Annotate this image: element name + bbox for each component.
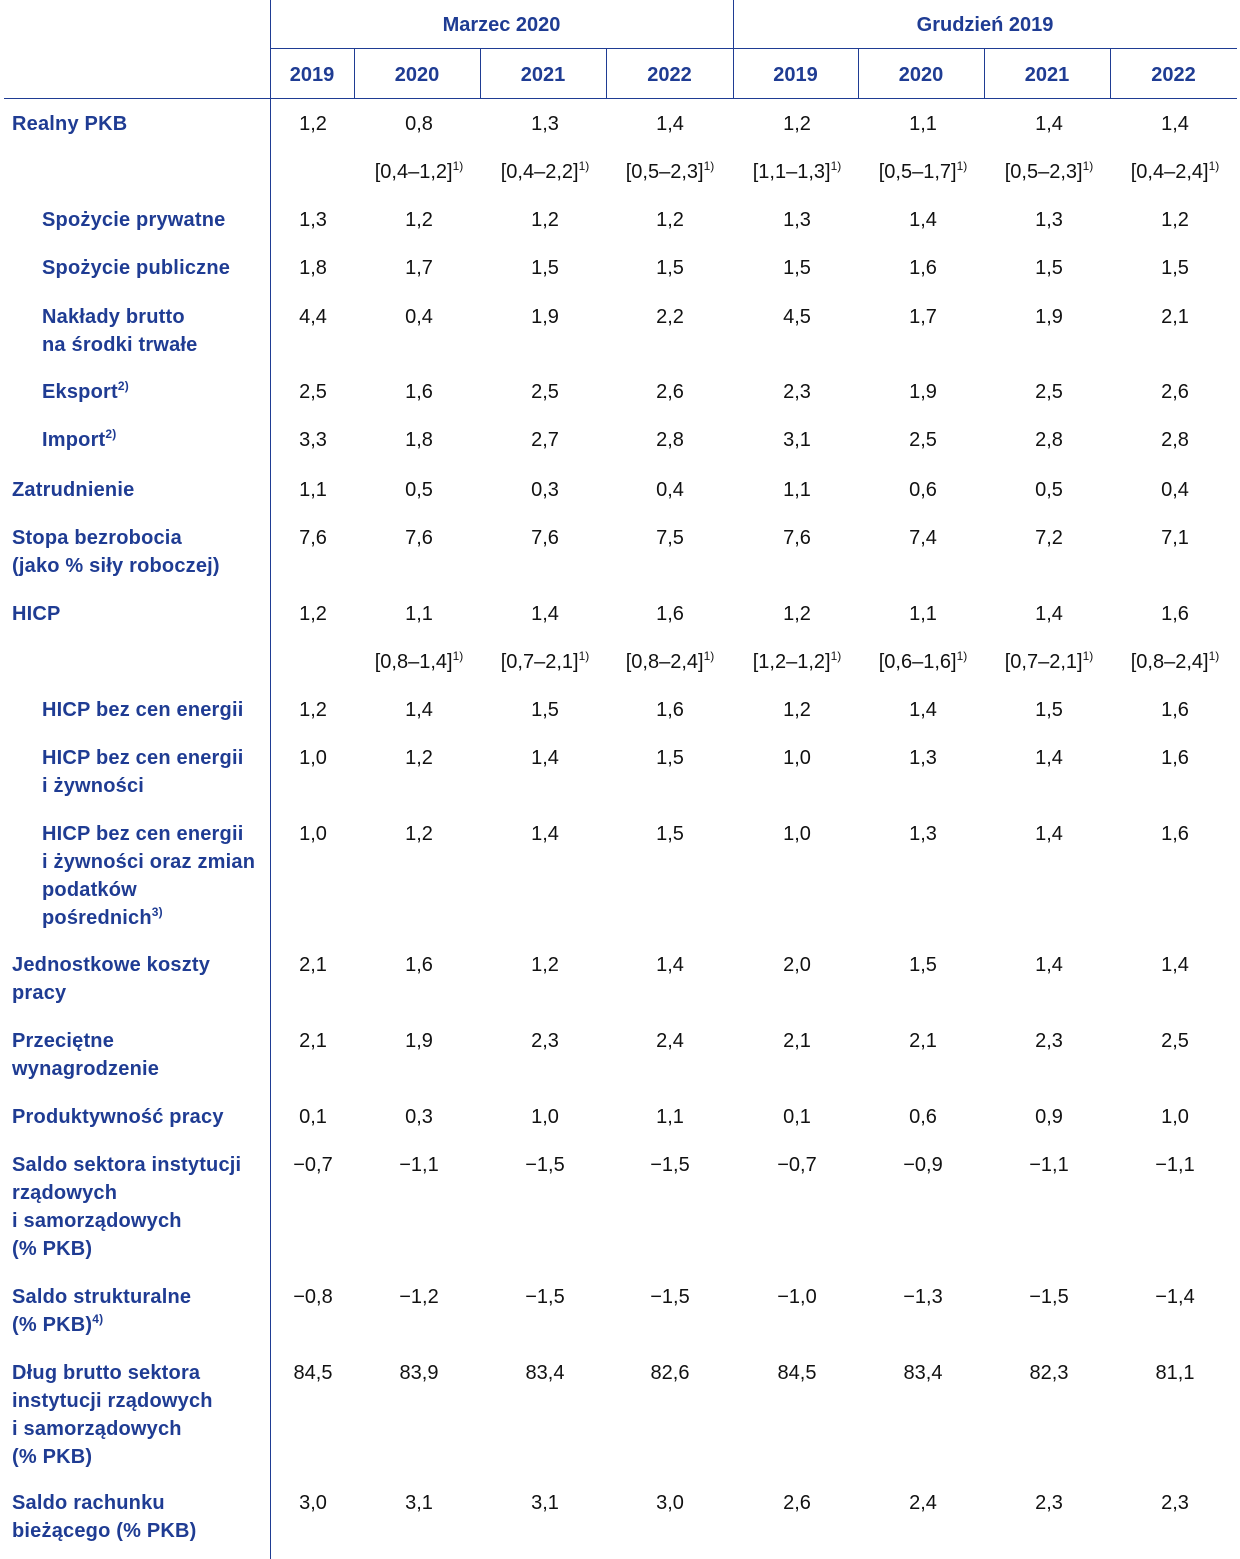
value-cell: 0,4 xyxy=(405,306,433,328)
row-label-line: i samorządowych xyxy=(12,1418,182,1440)
group-header-december-2019: Grudzień 2019 xyxy=(916,14,1054,36)
value-cell: 0,4 xyxy=(656,479,684,501)
value-cell: 1,2 xyxy=(405,823,433,845)
row-label-line: HICP xyxy=(12,603,61,625)
row-label-line: Saldo strukturalne xyxy=(12,1286,192,1308)
range-cell: $[0,5-1,7]^{1)}$ xyxy=(878,159,968,183)
value-cell: 3,1 xyxy=(531,1492,559,1514)
row-label-line: HICP bez cen energii xyxy=(42,699,244,721)
value-cell: 1,2 xyxy=(405,209,433,231)
value-cell: 2,8 xyxy=(1161,429,1189,451)
value-cell: 7,4 xyxy=(909,527,937,549)
value-cell: 7,6 xyxy=(299,527,327,549)
year-header: 2021 xyxy=(1024,64,1070,86)
value-cell: 1,3 xyxy=(299,209,327,231)
row-label xyxy=(42,820,266,932)
value-cell: 1,6 xyxy=(1161,747,1189,769)
value-cell: 2,3 xyxy=(531,1030,559,1052)
value-cell: 1,4 xyxy=(909,699,937,721)
footnote-marker: 1) xyxy=(1208,159,1220,173)
value-cell: 1,5 xyxy=(1035,699,1063,721)
value-cell: 1,7 xyxy=(405,257,433,279)
value-cell: 1,8 xyxy=(299,257,327,279)
value-cell: 4,5 xyxy=(783,306,811,328)
row-label-line: rządowych xyxy=(12,1182,118,1204)
value-cell: 1,6 xyxy=(405,954,433,976)
footnote-marker: 4) xyxy=(92,1312,104,1326)
value-cell: 1,6 xyxy=(909,257,937,279)
value-cell: 0,8 xyxy=(405,113,433,135)
value-cell: 1,3 xyxy=(1035,209,1063,231)
value-cell: 2,8 xyxy=(656,429,684,451)
value-cell: 2,2 xyxy=(656,306,684,328)
value-cell: −1,5 xyxy=(650,1154,690,1176)
value-cell: 1,4 xyxy=(531,603,559,625)
value-cell: 1,4 xyxy=(909,209,937,231)
footnote-marker: 1) xyxy=(578,159,590,173)
value-cell: 1,4 xyxy=(1035,823,1063,845)
value-cell: 2,4 xyxy=(656,1030,684,1052)
value-cell: 2,1 xyxy=(909,1030,937,1052)
value-cell: 81,1 xyxy=(1155,1362,1195,1384)
value-cell: −0,7 xyxy=(777,1154,817,1176)
row-label-line: Produktywność pracy xyxy=(12,1106,224,1128)
value-cell: 1,1 xyxy=(909,113,937,135)
row-label-line: (jako % siły roboczej) xyxy=(12,555,220,577)
value-cell: 7,6 xyxy=(783,527,811,549)
row-label-line: i żywności oraz zmian xyxy=(42,851,256,873)
value-cell: 1,5 xyxy=(656,257,684,279)
row-label xyxy=(12,1283,266,1339)
footnote-marker: 1) xyxy=(452,159,464,173)
value-cell: 1,0 xyxy=(783,747,811,769)
value-cell: 0,1 xyxy=(783,1106,811,1128)
row-label-line: bieżącego (% PKB) xyxy=(12,1520,197,1542)
value-cell: 0,1 xyxy=(299,1106,327,1128)
footnote-marker: 1) xyxy=(830,649,842,663)
value-cell: 0,3 xyxy=(531,479,559,501)
row-label-line: Stopa bezrobocia xyxy=(12,527,182,549)
value-cell: 1,9 xyxy=(1035,306,1063,328)
value-cell: 3,0 xyxy=(299,1492,327,1514)
row-label xyxy=(12,1103,266,1131)
value-cell: 1,0 xyxy=(1161,1106,1189,1128)
value-cell: 1,6 xyxy=(1161,603,1189,625)
value-cell: 2,1 xyxy=(1161,306,1189,328)
row-label-line: pośrednich xyxy=(42,907,152,929)
value-cell: 1,8 xyxy=(405,429,433,451)
row-label-line: Dług brutto sektora xyxy=(12,1362,201,1384)
header-group-underline xyxy=(270,48,1237,49)
value-cell: 1,5 xyxy=(656,823,684,845)
value-cell: −1,2 xyxy=(399,1286,439,1308)
row-label-line: Spożycie publiczne xyxy=(42,257,231,279)
value-cell: −0,7 xyxy=(293,1154,333,1176)
value-cell: 7,2 xyxy=(1035,527,1063,549)
value-cell: 1,4 xyxy=(656,954,684,976)
range-cell: $[0,4-1,2]^{1)}$ xyxy=(374,159,464,183)
year-header: 2020 xyxy=(898,64,944,86)
value-cell: 2,7 xyxy=(531,429,559,451)
value-cell: 0,4 xyxy=(1161,479,1189,501)
row-label-line: pracy xyxy=(12,982,67,1004)
value-cell: 1,9 xyxy=(405,1030,433,1052)
row-label xyxy=(12,524,266,580)
value-cell: 2,8 xyxy=(1035,429,1063,451)
value-cell: 1,5 xyxy=(909,954,937,976)
value-cell: 1,0 xyxy=(299,747,327,769)
row-label-line: Realny PKB xyxy=(12,113,128,135)
row-label-line: Nakłady brutto xyxy=(42,306,185,328)
value-cell: 2,5 xyxy=(1035,381,1063,403)
row-label xyxy=(42,744,266,800)
value-cell: −1,5 xyxy=(650,1286,690,1308)
value-cell: 1,6 xyxy=(405,381,433,403)
value-cell: 1,6 xyxy=(1161,699,1189,721)
value-cell: 1,0 xyxy=(783,823,811,845)
value-cell: 1,4 xyxy=(531,747,559,769)
value-cell: 2,0 xyxy=(783,954,811,976)
footnote-marker: 1) xyxy=(956,159,968,173)
value-cell: 1,1 xyxy=(783,479,811,501)
row-label xyxy=(42,426,266,454)
row-label-line: Spożycie prywatne xyxy=(42,209,226,231)
value-cell: 1,6 xyxy=(656,603,684,625)
value-cell: 2,6 xyxy=(656,381,684,403)
value-cell: 2,5 xyxy=(1161,1030,1189,1052)
value-cell: 2,4 xyxy=(909,1492,937,1514)
footnote-marker: 1) xyxy=(1082,159,1094,173)
value-cell: 2,6 xyxy=(1161,381,1189,403)
value-cell: 1,5 xyxy=(1035,257,1063,279)
value-cell: 83,9 xyxy=(399,1362,439,1384)
range-cell: $[0,8-2,4]^{1)}$ xyxy=(625,649,715,673)
value-cell: 2,1 xyxy=(783,1030,811,1052)
value-cell: 1,4 xyxy=(1161,954,1189,976)
value-cell: −0,9 xyxy=(903,1154,943,1176)
row-label-line: Import xyxy=(42,429,106,451)
row-label xyxy=(42,206,266,234)
row-label xyxy=(42,378,266,406)
value-cell: 1,9 xyxy=(909,381,937,403)
range-cell: $[0,4-2,4]^{1)}$ xyxy=(1130,159,1220,183)
value-cell: 1,0 xyxy=(299,823,327,845)
value-cell: −1,1 xyxy=(1029,1154,1069,1176)
row-label xyxy=(12,1489,266,1545)
value-cell: 1,4 xyxy=(405,699,433,721)
value-cell: 1,4 xyxy=(1035,954,1063,976)
value-cell: 1,0 xyxy=(531,1106,559,1128)
row-label xyxy=(12,110,266,138)
value-cell: 82,6 xyxy=(650,1362,690,1384)
value-cell: 1,5 xyxy=(656,747,684,769)
range-cell: $[1,2-1,2]^{1)}$ xyxy=(752,649,842,673)
year-header: 2019 xyxy=(773,64,818,86)
value-cell: 1,2 xyxy=(656,209,684,231)
footnote-marker: 3) xyxy=(151,905,163,919)
value-cell: 2,3 xyxy=(1035,1030,1063,1052)
row-label-line: Saldo sektora instytucji xyxy=(12,1154,242,1176)
row-label-line: Zatrudnienie xyxy=(12,479,135,501)
value-cell: 1,4 xyxy=(531,823,559,845)
footnote-marker: 1) xyxy=(452,649,464,663)
value-cell: 0,3 xyxy=(405,1106,433,1128)
value-cell: 1,5 xyxy=(531,699,559,721)
value-cell: 7,6 xyxy=(531,527,559,549)
value-cell: 1,2 xyxy=(1161,209,1189,231)
value-cell: 84,5 xyxy=(777,1362,817,1384)
value-cell: 1,2 xyxy=(405,747,433,769)
range-cell: $[0,5-2,3]^{1)}$ xyxy=(1004,159,1094,183)
row-label-line: HICP bez cen energii xyxy=(42,823,244,845)
range-cell: $[0,7-2,1]^{1)}$ xyxy=(500,649,590,673)
value-cell: 84,5 xyxy=(293,1362,333,1384)
value-cell: 1,3 xyxy=(909,747,937,769)
value-cell: −1,5 xyxy=(525,1286,565,1308)
value-cell: 4,4 xyxy=(299,306,327,328)
value-cell: 2,5 xyxy=(299,381,327,403)
row-label xyxy=(12,600,266,628)
value-cell: 0,6 xyxy=(909,479,937,501)
value-cell: −1,4 xyxy=(1155,1286,1195,1308)
value-cell: −0,8 xyxy=(293,1286,333,1308)
value-cell: −1,5 xyxy=(525,1154,565,1176)
row-label xyxy=(42,254,266,282)
footnote-marker: 1) xyxy=(956,649,968,663)
row-label-line: Eksport xyxy=(42,381,118,403)
value-cell: 1,4 xyxy=(1035,747,1063,769)
row-label-line: Przeciętne xyxy=(12,1030,115,1052)
row-label-line: podatków xyxy=(42,879,137,901)
value-cell: 2,1 xyxy=(299,954,327,976)
value-cell: 1,7 xyxy=(909,306,937,328)
year-header: 2022 xyxy=(1151,64,1196,86)
value-cell: 1,6 xyxy=(1161,823,1189,845)
value-cell: 1,2 xyxy=(299,113,327,135)
value-cell: 1,2 xyxy=(783,699,811,721)
value-cell: 1,4 xyxy=(1161,113,1189,135)
value-cell: 3,1 xyxy=(405,1492,433,1514)
value-cell: 1,2 xyxy=(299,603,327,625)
row-label-line: HICP bez cen energii xyxy=(42,747,244,769)
value-cell: −1,0 xyxy=(777,1286,817,1308)
year-header: 2022 xyxy=(647,64,692,86)
value-cell: 1,4 xyxy=(1035,113,1063,135)
value-cell: 1,3 xyxy=(531,113,559,135)
year-header: 2019 xyxy=(289,64,335,86)
value-cell: 1,5 xyxy=(1161,257,1189,279)
row-label-line: instytucji rządowych xyxy=(12,1390,213,1412)
value-cell: 1,5 xyxy=(531,257,559,279)
row-label xyxy=(12,1359,266,1471)
row-label-line: Jednostkowe koszty xyxy=(12,954,211,976)
value-cell: 1,9 xyxy=(531,306,559,328)
footnote-marker: 1) xyxy=(1082,649,1094,663)
footnote-marker: 1) xyxy=(1208,649,1220,663)
value-cell: 7,6 xyxy=(405,527,433,549)
footnote-marker: 1) xyxy=(578,649,590,663)
row-label xyxy=(12,1027,266,1083)
value-cell: 3,1 xyxy=(783,429,811,451)
value-cell: 2,1 xyxy=(299,1030,327,1052)
row-label-line: i samorządowych xyxy=(12,1210,182,1232)
value-cell: 1,3 xyxy=(909,823,937,845)
value-cell: 2,3 xyxy=(1035,1492,1063,1514)
row-label xyxy=(12,1151,266,1263)
value-cell: 7,5 xyxy=(656,527,684,549)
value-cell: 83,4 xyxy=(525,1362,565,1384)
range-cell: $[0,7-2,1]^{1)}$ xyxy=(1004,649,1094,673)
footnote-marker: 1) xyxy=(703,649,715,663)
value-cell: 83,4 xyxy=(903,1362,943,1384)
value-cell: 1,2 xyxy=(531,209,559,231)
row-label xyxy=(12,476,266,504)
value-cell: 0,5 xyxy=(405,479,433,501)
row-label-line: wynagrodzenie xyxy=(12,1058,160,1080)
value-cell: −1,5 xyxy=(1029,1286,1069,1308)
value-cell: 0,5 xyxy=(1035,479,1063,501)
value-cell: 1,2 xyxy=(783,603,811,625)
range-cell: $[0,5-2,3]^{1)}$ xyxy=(625,159,715,183)
value-cell: −1,1 xyxy=(1155,1154,1195,1176)
value-cell: 7,1 xyxy=(1161,527,1189,549)
value-cell: 2,5 xyxy=(909,429,937,451)
row-label xyxy=(12,951,266,1007)
range-cell: $[0,6-1,6]^{1)}$ xyxy=(878,649,968,673)
value-cell: 1,2 xyxy=(783,113,811,135)
footnote-marker: 2) xyxy=(105,427,117,441)
value-cell: 1,1 xyxy=(656,1106,684,1128)
value-cell: 1,2 xyxy=(531,954,559,976)
row-label-line: i żywności xyxy=(42,775,145,797)
group-header-march-2020: Marzec 2020 xyxy=(442,14,561,36)
value-cell: 1,1 xyxy=(909,603,937,625)
range-cell: $[1,1-1,3]^{1)}$ xyxy=(752,159,842,183)
value-cell: 1,6 xyxy=(656,699,684,721)
year-header: 2021 xyxy=(520,64,566,86)
row-label-line: (% PKB) xyxy=(12,1446,93,1468)
value-cell: 1,2 xyxy=(299,699,327,721)
range-cell: $[0,4-2,2]^{1)}$ xyxy=(500,159,590,183)
row-label-line: Saldo rachunku xyxy=(12,1492,165,1514)
value-cell: −1,3 xyxy=(903,1286,943,1308)
value-cell: 1,1 xyxy=(299,479,327,501)
year-header: 2020 xyxy=(394,64,440,86)
value-cell: −1,1 xyxy=(399,1154,439,1176)
value-cell: 2,3 xyxy=(1161,1492,1189,1514)
value-cell: 3,0 xyxy=(656,1492,684,1514)
footnote-marker: 1) xyxy=(703,159,715,173)
row-label-line: (% PKB) xyxy=(12,1314,93,1336)
value-cell: 0,9 xyxy=(1035,1106,1063,1128)
footnote-marker: 1) xyxy=(830,159,842,173)
value-cell: 2,6 xyxy=(783,1492,811,1514)
value-cell: 1,4 xyxy=(656,113,684,135)
row-label xyxy=(42,303,266,359)
value-cell: 1,3 xyxy=(783,209,811,231)
value-cell: 1,5 xyxy=(783,257,811,279)
value-cell: 82,3 xyxy=(1029,1362,1069,1384)
value-cell: 1,4 xyxy=(1035,603,1063,625)
value-cell: 3,3 xyxy=(299,429,327,451)
value-cell: 1,1 xyxy=(405,603,433,625)
row-label-line: na środki trwałe xyxy=(42,334,198,356)
range-cell: $[0,8-2,4]^{1)}$ xyxy=(1130,649,1220,673)
footnote-marker: 2) xyxy=(117,379,129,393)
row-label xyxy=(42,696,266,724)
value-cell: 2,5 xyxy=(531,381,559,403)
value-cell: 2,3 xyxy=(783,381,811,403)
value-cell: 0,6 xyxy=(909,1106,937,1128)
range-cell: $[0,8-1,4]^{1)}$ xyxy=(374,649,464,673)
header-bottom-rule xyxy=(4,98,1237,99)
row-label-line: (% PKB) xyxy=(12,1238,93,1260)
